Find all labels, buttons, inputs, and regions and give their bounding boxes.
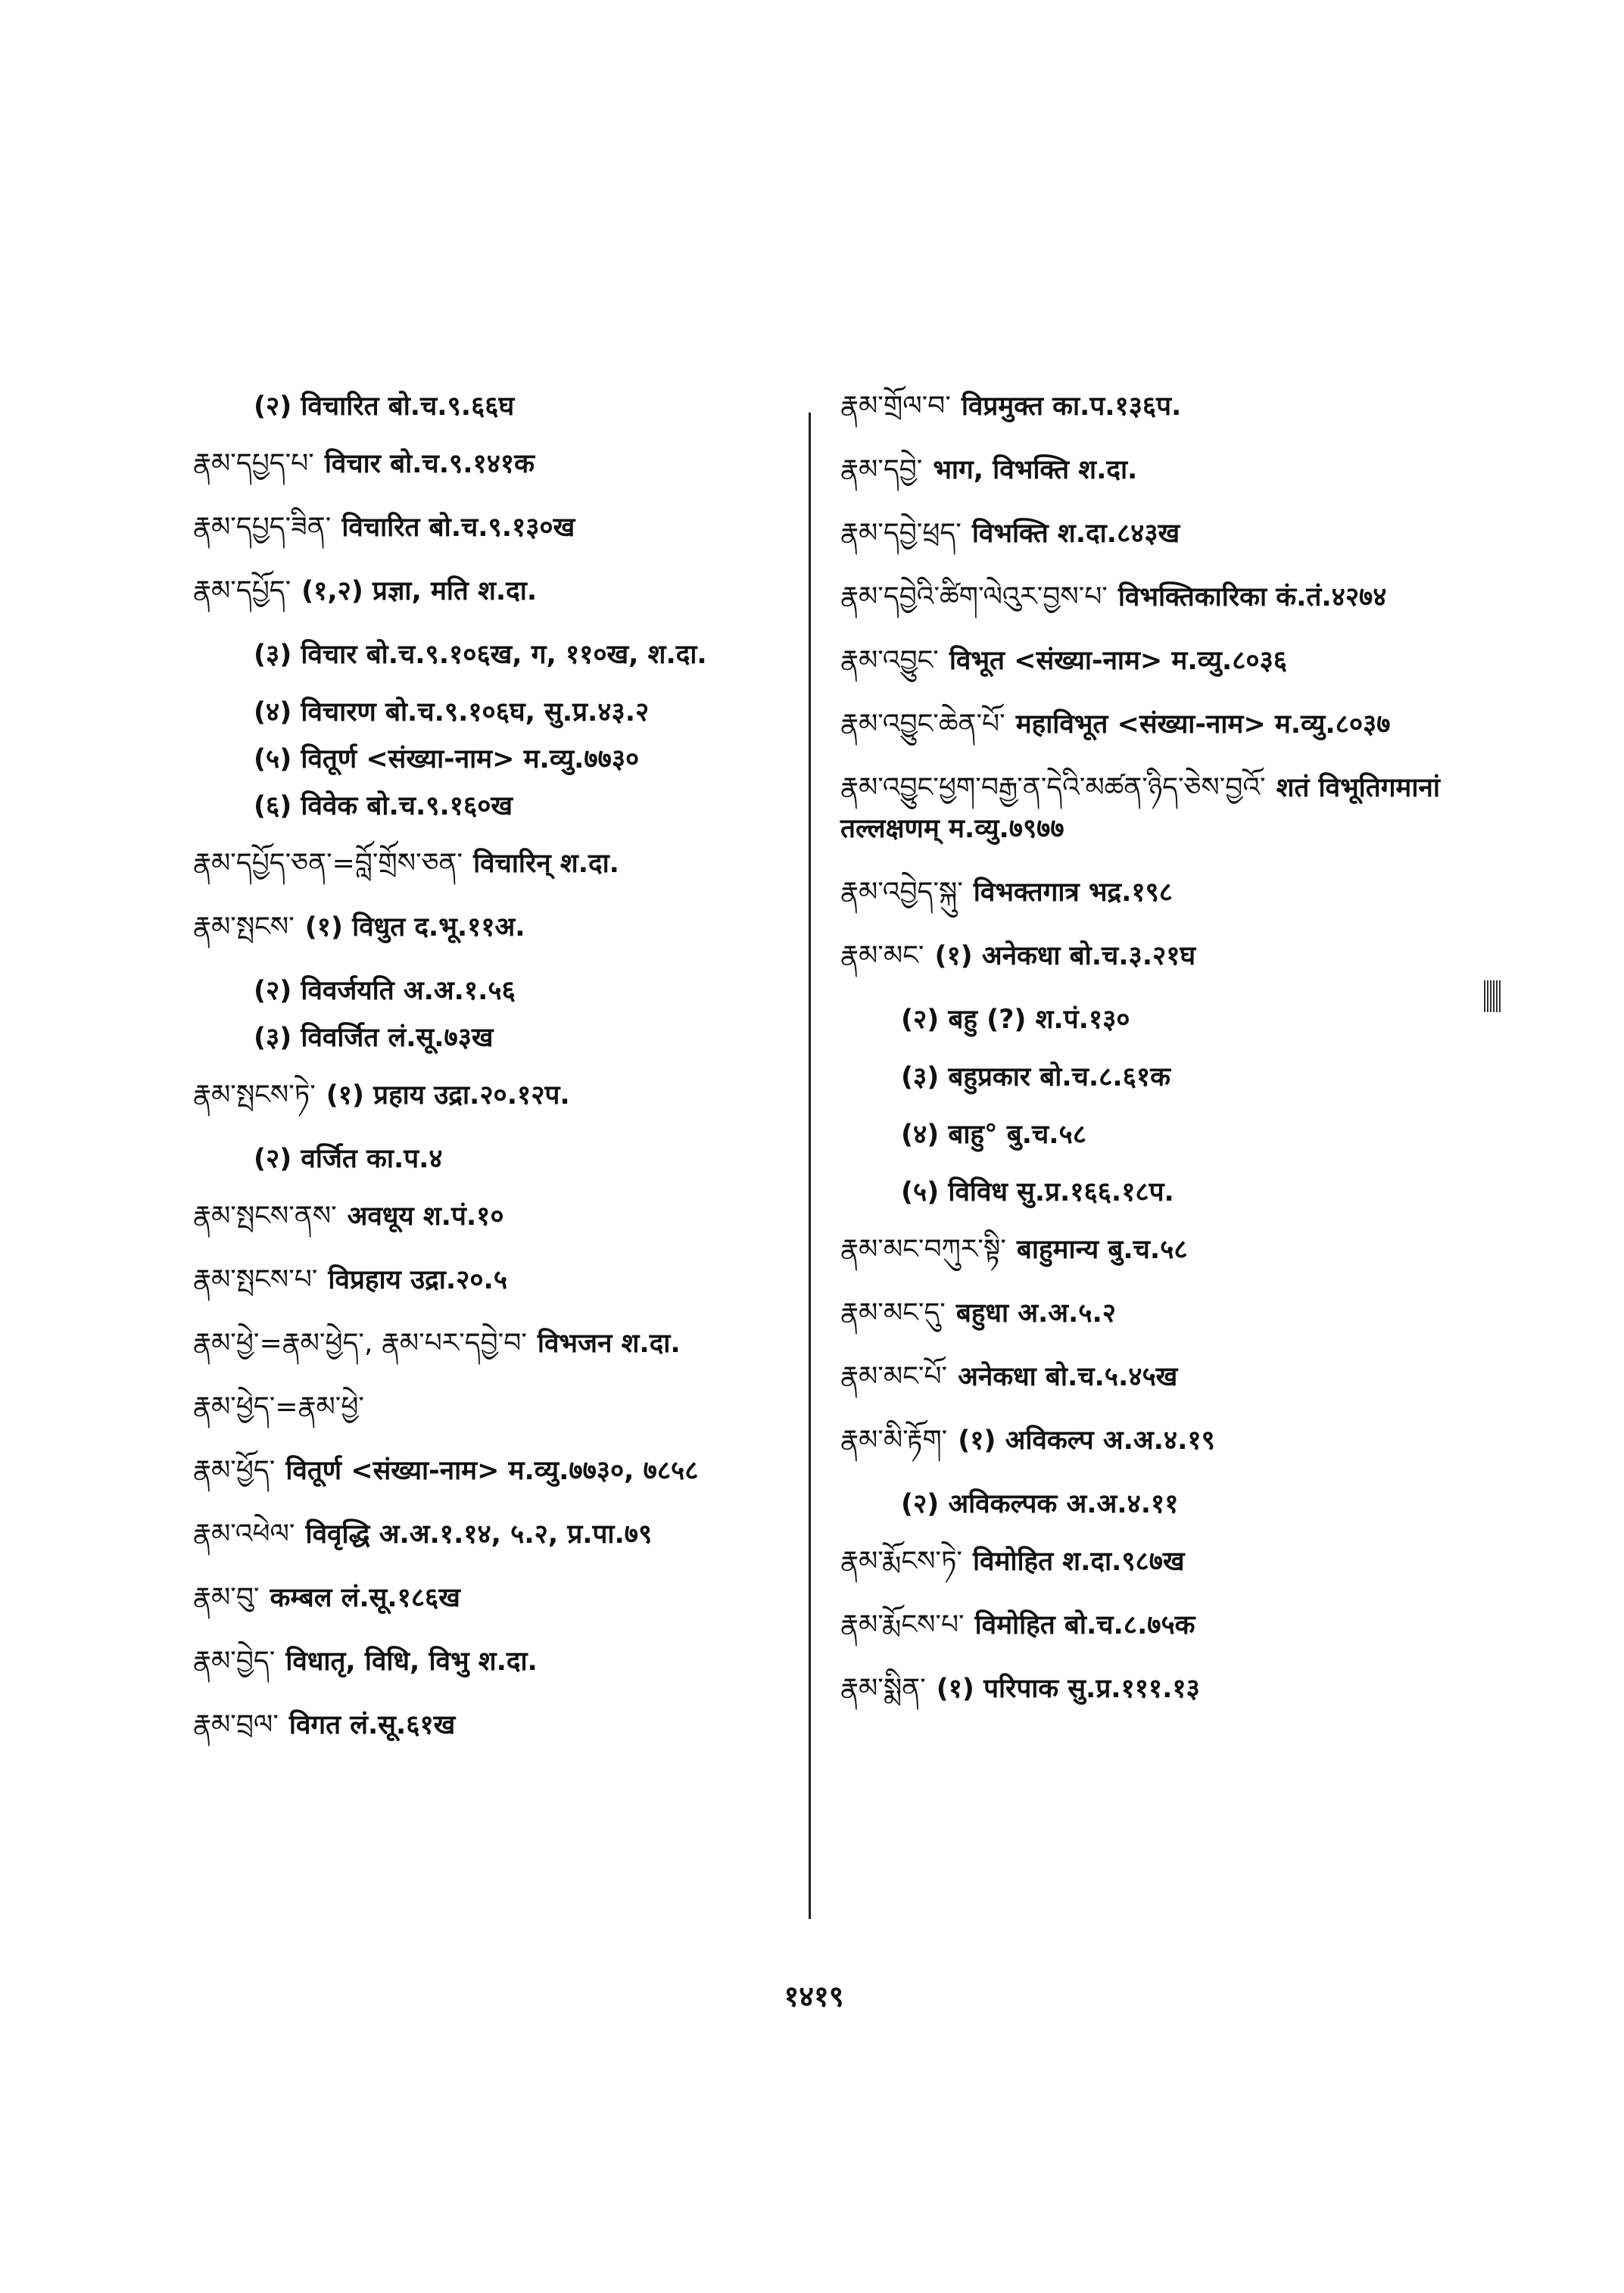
tibetan-headword: རྣམ་འཕེལ་ bbox=[193, 1519, 295, 1550]
dictionary-entry bbox=[193, 1196, 791, 1237]
tibetan-headword: རྣམ་རྨོངས་པ་ bbox=[840, 1609, 965, 1640]
tibetan-headword: རྣམ་སྤངས་ bbox=[193, 911, 295, 942]
sanskrit-definition: विगत लं.सू.६१ख bbox=[288, 1710, 456, 1740]
sanskrit-definition: बाहुमान्य बु.च.५८ bbox=[1016, 1235, 1188, 1265]
tibetan-headword: རྣམ་འབྱེད་སྐུ་ bbox=[840, 877, 963, 908]
tibetan-headword: རྣམ་སྨིན་ bbox=[840, 1673, 926, 1704]
dictionary-entry bbox=[840, 1541, 1454, 1582]
dictionary-entry bbox=[840, 450, 1454, 491]
sanskrit-definition: विचार बो.च.९.१४१क bbox=[324, 449, 535, 479]
sanskrit-definition: विभूत <संख्या-नाम> म.व्यु.८०३६ bbox=[949, 646, 1288, 676]
dictionary-entry bbox=[840, 577, 1454, 618]
dictionary-entry bbox=[193, 507, 791, 548]
dictionary-entry bbox=[193, 1323, 791, 1364]
dictionary-entry bbox=[193, 692, 791, 733]
dictionary-entry bbox=[193, 843, 791, 884]
sanskrit-definition: विभक्ति श.दा.८४३ख bbox=[971, 519, 1180, 549]
tibetan-headword: རྣམ་ཕྱེ་=རྣམ་ཕྱེད་, རྣམ་པར་དབྱེ་བ་ bbox=[193, 1328, 527, 1359]
tibetan-headword: རྣམ་བུ་ bbox=[193, 1582, 260, 1613]
dictionary-entry bbox=[840, 999, 1454, 1040]
sanskrit-definition: अनेकधा बो.च.५.४५ख bbox=[958, 1362, 1178, 1392]
dictionary-entry bbox=[193, 1705, 791, 1746]
sanskrit-definition: अवधूय श.पं.१० bbox=[347, 1201, 504, 1232]
sanskrit-definition: शतं विभूतिगमानां तल्लक्षणम् म.व्यु.७९७७ bbox=[840, 773, 1440, 844]
sanskrit-definition: महाविभूत <संख्या-नाम> म.व्यु.८०३७ bbox=[1015, 709, 1391, 740]
dictionary-entry bbox=[193, 1641, 791, 1682]
tibetan-headword: རྣམ་དབྱེ་ bbox=[840, 454, 923, 485]
sanskrit-definition: विचारित बो.च.९.१३०ख bbox=[341, 512, 575, 543]
dictionary-entry bbox=[840, 1420, 1454, 1461]
tibetan-headword: རྣམ་མང་དུ་ bbox=[840, 1298, 946, 1329]
sanskrit-definition: कम्बल लं.सू.१८६ख bbox=[270, 1583, 460, 1613]
column-divider bbox=[809, 413, 811, 1919]
tibetan-headword: རྣམ་སྤངས་ཏེ་ bbox=[193, 1080, 316, 1111]
left-column bbox=[193, 386, 791, 1768]
sanskrit-definition: विवृद्धि अ.अ.१.१४, ५.२, प्र.पा.७९ bbox=[305, 1519, 653, 1550]
tibetan-headword: རྣམ་དཔྱོད་ bbox=[193, 575, 291, 606]
margin-tick-mark bbox=[1484, 980, 1501, 1012]
dictionary-entry bbox=[840, 513, 1454, 554]
sanskrit-definition: (१,२) प्रज्ञा, मति श.दा. bbox=[301, 576, 538, 606]
tibetan-headword: རྣམ་མང་བཀུར་སྟི་ bbox=[840, 1234, 1006, 1265]
dictionary-entry bbox=[193, 1260, 791, 1301]
dictionary-entry bbox=[193, 571, 791, 612]
sanskrit-definition: (४) बाहु° बु.च.५८ bbox=[901, 1120, 1086, 1150]
dictionary-entry bbox=[193, 1387, 791, 1428]
dictionary-entry bbox=[193, 907, 791, 948]
dictionary-entry bbox=[840, 704, 1454, 745]
tibetan-headword: རྣམ་མི་རྟོག་ bbox=[840, 1425, 948, 1456]
sanskrit-definition: (१) अनेकधा बो.च.३.२१घ bbox=[934, 941, 1196, 971]
dictionary-entry bbox=[840, 872, 1454, 913]
dictionary-entry bbox=[840, 1114, 1454, 1155]
sanskrit-definition: (३) विचार बो.च.९.१०६ख, ग, ११०ख, श.दा. bbox=[254, 640, 707, 670]
dictionary-entry bbox=[193, 386, 791, 427]
dictionary-entry bbox=[840, 386, 1454, 427]
sanskrit-definition: (६) विवेक बो.च.९.१६०ख bbox=[254, 791, 513, 821]
tibetan-headword: རྣམ་བྱེད་ bbox=[193, 1646, 276, 1677]
dictionary-entry bbox=[193, 786, 791, 827]
dictionary-entry bbox=[840, 1293, 1454, 1334]
sanskrit-definition: विभक्तिकारिका कं.तं.४२७४ bbox=[1117, 582, 1387, 612]
tibetan-headword: རྣམ་ཕྱེད་=རྣམ་ཕྱེ་ bbox=[193, 1391, 364, 1422]
sanskrit-definition: (१) अविकल्प अ.अ.४.१९ bbox=[958, 1425, 1215, 1456]
sanskrit-definition: (१) प्रहाय उद्रा.२०.१२प. bbox=[326, 1080, 570, 1111]
tibetan-headword: རྣམ་སྤངས་ནས་ bbox=[193, 1201, 337, 1232]
right-column bbox=[840, 386, 1454, 1732]
dictionary-entry bbox=[193, 1075, 791, 1116]
dictionary-entry bbox=[193, 1450, 791, 1491]
dictionary-entry bbox=[193, 739, 791, 780]
sanskrit-definition: (२) विचारित बो.च.९.६६घ bbox=[254, 391, 515, 422]
sanskrit-definition: वितूर्ण <संख्या-नाम> म.व्यु.७७३०, ७८५८ bbox=[285, 1456, 699, 1486]
tibetan-headword: རྣམ་དབྱེ་ཕྲད་ bbox=[840, 518, 962, 549]
dictionary-entry bbox=[840, 1484, 1454, 1525]
sanskrit-definition: (१) परिपाक सु.प्र.१११.१३ bbox=[936, 1674, 1200, 1704]
dictionary-entry bbox=[193, 1578, 791, 1618]
dictionary-entry bbox=[840, 1172, 1454, 1213]
sanskrit-definition: (३) बहुप्रकार बो.च.८.६१क bbox=[901, 1062, 1170, 1092]
sanskrit-definition: (२) अविकल्पक अ.अ.४.११ bbox=[901, 1489, 1179, 1519]
page-number: १४१९ bbox=[784, 1980, 844, 2013]
tibetan-headword: རྣམ་སྤངས་པ་ bbox=[193, 1264, 318, 1295]
dictionary-entry bbox=[840, 768, 1454, 849]
sanskrit-definition: विभक्तगात्र भद्र.१९८ bbox=[973, 877, 1173, 908]
tibetan-headword: རྣམ་དཔྱོད་ཅན་=བློ་གྲོས་ཅན་ bbox=[193, 848, 463, 879]
tibetan-headword: རྣམ་འབྱུང་ཕྱག་བརྒྱ་ན་དེའི་མཚན་ཉིད་ཅེས་བྱའོ་ bbox=[840, 772, 1266, 803]
dictionary-entry bbox=[193, 1514, 791, 1555]
sanskrit-definition: (५) विविध सु.प्र.१६६.१८प. bbox=[901, 1177, 1174, 1207]
tibetan-headword: རྣམ་ཕྱོད་ bbox=[193, 1455, 276, 1486]
tibetan-headword: རྣམ་དཔྱད་པ་ bbox=[193, 448, 314, 479]
sanskrit-definition: (१) विधुत द.भू.११अ. bbox=[304, 912, 525, 942]
dictionary-entry bbox=[840, 1668, 1454, 1709]
sanskrit-definition: विमोहित श.दा.९८७ख bbox=[972, 1547, 1185, 1577]
dictionary-entry bbox=[193, 1017, 791, 1058]
dictionary-entry bbox=[193, 444, 791, 484]
tibetan-headword: རྣམ་འབྱུང་ཆེན་པོ་ bbox=[840, 709, 1005, 740]
sanskrit-definition: बहुधा अ.अ.५.२ bbox=[955, 1298, 1116, 1329]
tibetan-headword: རྣམ་འབྱུང་ bbox=[840, 645, 939, 676]
dictionary-entry bbox=[840, 1229, 1454, 1270]
sanskrit-definition: विधातृ, विधि, विभु श.दा. bbox=[285, 1647, 538, 1677]
dictionary-entry bbox=[840, 640, 1454, 681]
sanskrit-definition: (२) विवर्जयति अ.अ.१.५६ bbox=[254, 976, 516, 1006]
tibetan-headword: རྣམ་དཔྱད་ཟིན་ bbox=[193, 512, 332, 543]
dictionary-entry bbox=[193, 970, 791, 1011]
sanskrit-definition: (५) वितूर्ण <संख्या-नाम> म.व्यु.७७३० bbox=[254, 744, 640, 774]
dictionary-entry bbox=[193, 634, 791, 675]
dictionary-entry bbox=[840, 1057, 1454, 1098]
sanskrit-definition: (४) विचारण बो.च.९.१०६घ, सु.प्र.४३.२ bbox=[254, 697, 650, 727]
sanskrit-definition: (३) विवर्जित लं.सू.७३ख bbox=[254, 1023, 494, 1053]
sanskrit-definition: भाग, विभक्ति श.दा. bbox=[933, 455, 1138, 485]
tibetan-headword: རྣམ་གྲོལ་བ་ bbox=[840, 391, 951, 422]
sanskrit-definition: विचारिन् श.दा. bbox=[473, 849, 619, 879]
sanskrit-definition: विमोहित बो.च.८.७५क bbox=[974, 1610, 1195, 1640]
dictionary-entry bbox=[840, 1605, 1454, 1646]
sanskrit-definition: विप्रहाय उद्रा.२०.५ bbox=[328, 1265, 508, 1295]
tibetan-headword: རྣམ་རྨོངས་ཏེ་ bbox=[840, 1546, 962, 1577]
tibetan-headword: རྣམ་བྲལ་ bbox=[193, 1709, 279, 1740]
tibetan-headword: རྣམ་མང་ bbox=[840, 940, 924, 971]
tibetan-headword: རྣམ་མང་པོ་ bbox=[840, 1361, 948, 1392]
sanskrit-definition: (२) बहु (?) श.पं.१३० bbox=[901, 1005, 1130, 1035]
sanskrit-definition: विभजन श.दा. bbox=[537, 1329, 681, 1359]
dictionary-entry bbox=[840, 936, 1454, 977]
dictionary-entry bbox=[193, 1139, 791, 1179]
sanskrit-definition: (२) वर्जित का.प.४ bbox=[254, 1144, 443, 1174]
dictionary-entry bbox=[840, 1357, 1454, 1397]
sanskrit-definition: विप्रमुक्त का.प.१३६प. bbox=[961, 391, 1182, 422]
tibetan-headword: རྣམ་དབྱེའི་ཚིག་ལེའུར་བྱས་པ་ bbox=[840, 581, 1108, 612]
